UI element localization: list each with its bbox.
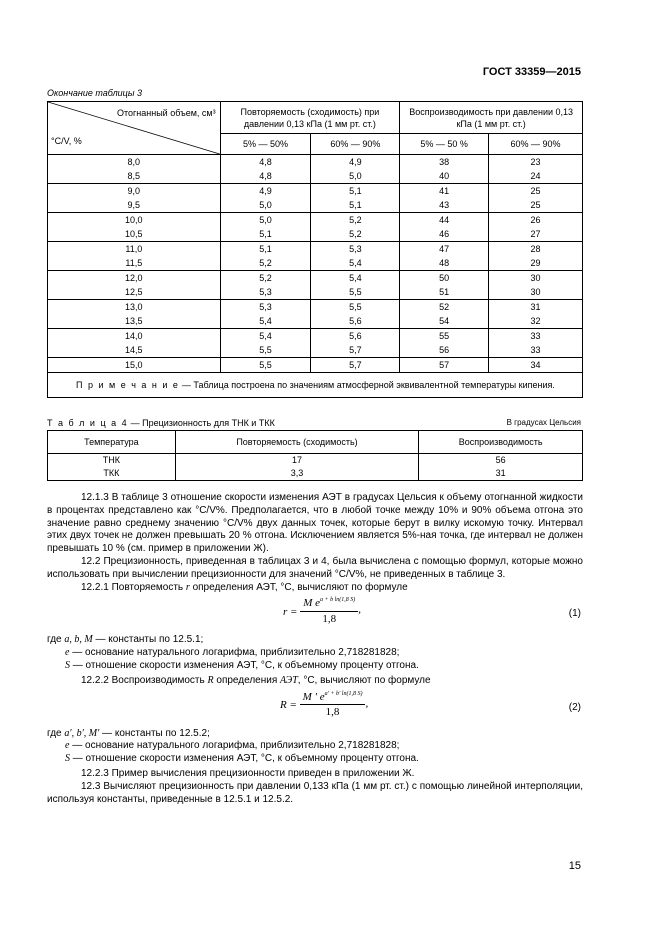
table3-ratio-cell: 8,5 <box>127 171 141 181</box>
formula-2-lhs: R = <box>280 698 297 711</box>
table4-cell: 17 <box>175 454 418 468</box>
table3-value-cell: 32 <box>489 314 583 329</box>
table3-ratio-cell: 11,0 <box>48 242 221 257</box>
e-definition-1: e — основание натурального логарифма, приблизительно 2,718281828; <box>65 647 400 659</box>
table3-value-cell: 51 <box>400 285 489 300</box>
table3-ratio-cell: 9,0 <box>48 184 221 199</box>
formula-1-exponent: a + b ln(1,8 S) <box>320 597 356 604</box>
paragraph-12-2-2: 12.2.2 Воспроизводимость R определения АЭТ, °C, вычисляют по формуле <box>81 674 431 686</box>
s-definition-2: S — отношение скорости изменения АЭТ, °C, к объемному проценту отгона. <box>65 753 419 765</box>
table3-row <box>48 155 583 170</box>
table3-value-cell: 41 <box>400 184 489 199</box>
table3-value-cell: 25 <box>489 198 583 213</box>
table4-cell: ТКК <box>48 467 176 481</box>
table3-value-cell: 4,8 <box>220 169 311 184</box>
table3-value-cell: 56 <box>400 343 489 358</box>
formula-1-numerator: M e <box>303 597 321 610</box>
formula-1-denominator: 1,8 <box>322 613 337 626</box>
page-number: 15 <box>568 860 581 872</box>
table3-value-cell: 44 <box>400 213 489 228</box>
table3-value-cell: 5,0 <box>220 198 311 213</box>
paragraph-12-2: 12.2 Прецизионность, приведенная в таблицах 3 и 4, была вычислена с помощью формул, которые можно использовать при вычислении прецизионности для значений °C/V%, не приведенных в таблице 3. <box>47 555 583 580</box>
table3-value-cell: 5,2 <box>311 213 400 228</box>
table3-value-cell: 29 <box>489 256 583 271</box>
table4-cell: 56 <box>419 454 583 468</box>
table3-value-cell: 5,1 <box>220 227 311 242</box>
paragraph-12-2-1: 12.2.1 Повторяемость r определения АЭТ, °С, вычисляют по формуле <box>81 581 408 593</box>
table3-value-cell: 5,4 <box>220 329 311 344</box>
table3-subheader: 60% — 90% <box>311 134 400 155</box>
table3-value-cell: 25 <box>489 184 583 199</box>
table3-body <box>48 155 583 373</box>
table3-value-cell: 57 <box>400 358 489 373</box>
table3-value-cell: 5,7 <box>311 358 400 373</box>
table3-value-cell: 30 <box>489 285 583 300</box>
table3-value-cell: 28 <box>489 242 583 257</box>
table3-ratio-cell: 15,0 <box>48 358 221 373</box>
formula-2-exponent: a′ + b′ ln(1,8 S) <box>324 690 363 697</box>
table3-corner-cell <box>48 102 221 155</box>
table3-value-cell: 5,5 <box>311 300 400 315</box>
table3-value-cell: 4,8 <box>220 155 311 170</box>
table3-value-cell: 24 <box>489 169 583 184</box>
table3-ratio-cell: 14,5 <box>125 345 143 355</box>
table3-ratio-cell: 9,5 <box>127 200 141 210</box>
table4-header: Воспроизводимость <box>419 431 583 454</box>
table3-subheader: 5% — 50% <box>220 134 311 155</box>
table3-value-cell: 4,9 <box>311 155 400 170</box>
table3-value-cell: 5,3 <box>220 285 311 300</box>
table3-row <box>48 256 583 271</box>
table4-caption <box>47 418 583 428</box>
table4-cell: ТНК <box>48 454 176 468</box>
table4-title-label: Т а б л и ц а 4 <box>47 418 129 428</box>
table3-value-cell: 52 <box>400 300 489 315</box>
table3-value-cell: 33 <box>489 343 583 358</box>
paragraph-12-3: 12.3 Вычисляют прецизионность при давлении 0,133 кПа (1 мм рт. ст.) с помощью линейной интерполяции, используя константы, приведенные в 12.5.1 и 12.5.2. <box>47 780 583 805</box>
body-text <box>47 492 583 806</box>
table3-value-cell: 43 <box>400 198 489 213</box>
table3-value-cell: 5,2 <box>311 227 400 242</box>
table3-row <box>48 227 583 242</box>
table3-value-cell: 5,6 <box>311 329 400 344</box>
table3-subheader: 5% — 50 % <box>400 134 489 155</box>
table3-value-cell: 5,6 <box>311 314 400 329</box>
table3-ratio-cell: 8,0 <box>48 155 221 170</box>
standard-designation: ГОСТ 33359—2015 <box>482 66 581 78</box>
e-definition-2: e — основание натурального логарифма, приблизительно 2,718281828; <box>65 740 400 752</box>
table4-header: Температура <box>48 431 176 454</box>
table3-row <box>48 329 583 344</box>
table3-row <box>48 242 583 257</box>
formula-1: r = $\frac{M e^{a + b ln(1,8 S)}}{1,8}$ , (1) <box>47 594 583 634</box>
formula-2-numerator: M ′ e <box>302 690 325 703</box>
table3-value-cell: 5,4 <box>220 314 311 329</box>
table3-row <box>48 285 583 300</box>
table3-note <box>48 373 583 398</box>
formula-2-number: (2) <box>568 701 581 713</box>
table3-value-cell: 31 <box>489 300 583 315</box>
corner-top-label: Отогнанный объем, см³ <box>116 108 216 118</box>
table3-ratio-cell: 13,0 <box>48 300 221 315</box>
table3-row <box>48 271 583 286</box>
table3-row <box>48 213 583 228</box>
table3-ratio-cell: 10,5 <box>125 229 143 239</box>
table3-ratio-cell: 11,5 <box>125 258 143 268</box>
table3-value-cell: 47 <box>400 242 489 257</box>
table3-caption: Окончание таблицы 3 <box>47 88 142 98</box>
table3-value-cell: 34 <box>489 358 583 373</box>
formula-2: R = $\frac{M ' e^{a' + b' ln(1,8 S)}}{1,8}$ , (2) <box>47 688 583 728</box>
table3-value-cell: 5,1 <box>220 242 311 257</box>
table4-units: В градусах Цельсия <box>506 418 581 427</box>
table3-row <box>48 198 583 213</box>
table3-value-cell: 27 <box>489 227 583 242</box>
table3-ratio-cell: 13,5 <box>125 316 143 326</box>
corner-bottom-label: °C/V, % <box>51 136 82 146</box>
table3-value-cell: 38 <box>400 155 489 170</box>
formula-1-number: (1) <box>568 608 581 620</box>
table3-value-cell: 5,2 <box>220 256 311 271</box>
table3-value-cell: 5,5 <box>311 285 400 300</box>
table3-row <box>48 184 583 199</box>
table3-row <box>48 169 583 184</box>
table4-title-text: — Прецизионность для ТНК и ТКК <box>128 418 275 428</box>
table3-ratio-cell: 14,0 <box>48 329 221 344</box>
formula-1-lhs: r = <box>283 605 298 618</box>
table3-row <box>48 314 583 329</box>
where-1: где a, b, M — константы по 12.5.1; <box>47 634 204 646</box>
table3-value-cell: 5,4 <box>311 271 400 286</box>
table3-group-reproducibility: Воспроизводимость при давлении 0,13 кПа (1 мм рт. ст.) <box>400 102 583 134</box>
table3-value-cell: 5,4 <box>311 256 400 271</box>
table3-value-cell: 5,3 <box>220 300 311 315</box>
table3-ratio-cell: 10,0 <box>48 213 221 228</box>
table3-value-cell: 55 <box>400 329 489 344</box>
where-2: где a′, b′, M′ — константы по 12.5.2; <box>47 727 210 739</box>
table3-value-cell: 48 <box>400 256 489 271</box>
table4-header: Повторяемость (сходимость) <box>175 431 418 454</box>
table4 <box>47 430 583 481</box>
table3-subheader: 60% — 90% <box>489 134 583 155</box>
table3-row <box>48 358 583 373</box>
table4-cell: 31 <box>419 467 583 481</box>
table3-group-repeatability: Повторяемость (сходимость) при давлении 0,13 кПа (1 мм рт. ст.) <box>220 102 400 134</box>
formula-2-denominator: 1,8 <box>325 706 340 719</box>
table3-value-cell: 5,2 <box>220 271 311 286</box>
table3-row <box>48 300 583 315</box>
table3-value-cell: 5,7 <box>311 343 400 358</box>
table3-value-cell: 5,0 <box>220 213 311 228</box>
table3-value-cell: 5,1 <box>311 184 400 199</box>
table4-cell: 3,3 <box>175 467 418 481</box>
table3 <box>47 101 583 398</box>
table3-ratio-cell: 12,0 <box>48 271 221 286</box>
table3-value-cell: 5,5 <box>220 343 311 358</box>
paragraph-12-2-3: 12.2.3 Пример вычисления прецизионности приведен в приложении Ж. <box>81 767 415 779</box>
note-text: — Таблица построена по значениям атмосферной эквивалентной температуры кипения. <box>179 380 555 390</box>
table3-value-cell: 5,1 <box>311 198 400 213</box>
table3-value-cell: 5,5 <box>220 358 311 373</box>
table3-value-cell: 26 <box>489 213 583 228</box>
table3-value-cell: 40 <box>400 169 489 184</box>
s-definition-1: S — отношение скорости изменения АЭТ, °C, к объемному проценту отгона. <box>65 659 419 671</box>
table3-value-cell: 54 <box>400 314 489 329</box>
table3-row <box>48 343 583 358</box>
table3-value-cell: 5,0 <box>311 169 400 184</box>
table3-value-cell: 23 <box>489 155 583 170</box>
table3-value-cell: 50 <box>400 271 489 286</box>
table3-value-cell: 5,3 <box>311 242 400 257</box>
table3-value-cell: 4,9 <box>220 184 311 199</box>
note-label: П р и м е ч а н и е <box>76 380 180 390</box>
table3-value-cell: 46 <box>400 227 489 242</box>
table3-ratio-cell: 12,5 <box>125 287 143 297</box>
table3-value-cell: 30 <box>489 271 583 286</box>
paragraph-12-1-3: 12.1.3 В таблице 3 отношение скорости изменения АЭТ в градусах Цельсия к объему отогнанной жидкости в процентах представлено как °C/V%. Предполагается, что в любой точке между 10% и 90% объема отгона это значение равно среднему значению °C/V% двух данных точек, которые берут в вилку искомую точку. Интервал этих двух точек не должен превышать 20 % отгона. Исключением является 5%-ная точка, где интервал не должен превышать 10 % (см. пример в приложении Ж). <box>47 492 583 555</box>
table3-value-cell: 33 <box>489 329 583 344</box>
